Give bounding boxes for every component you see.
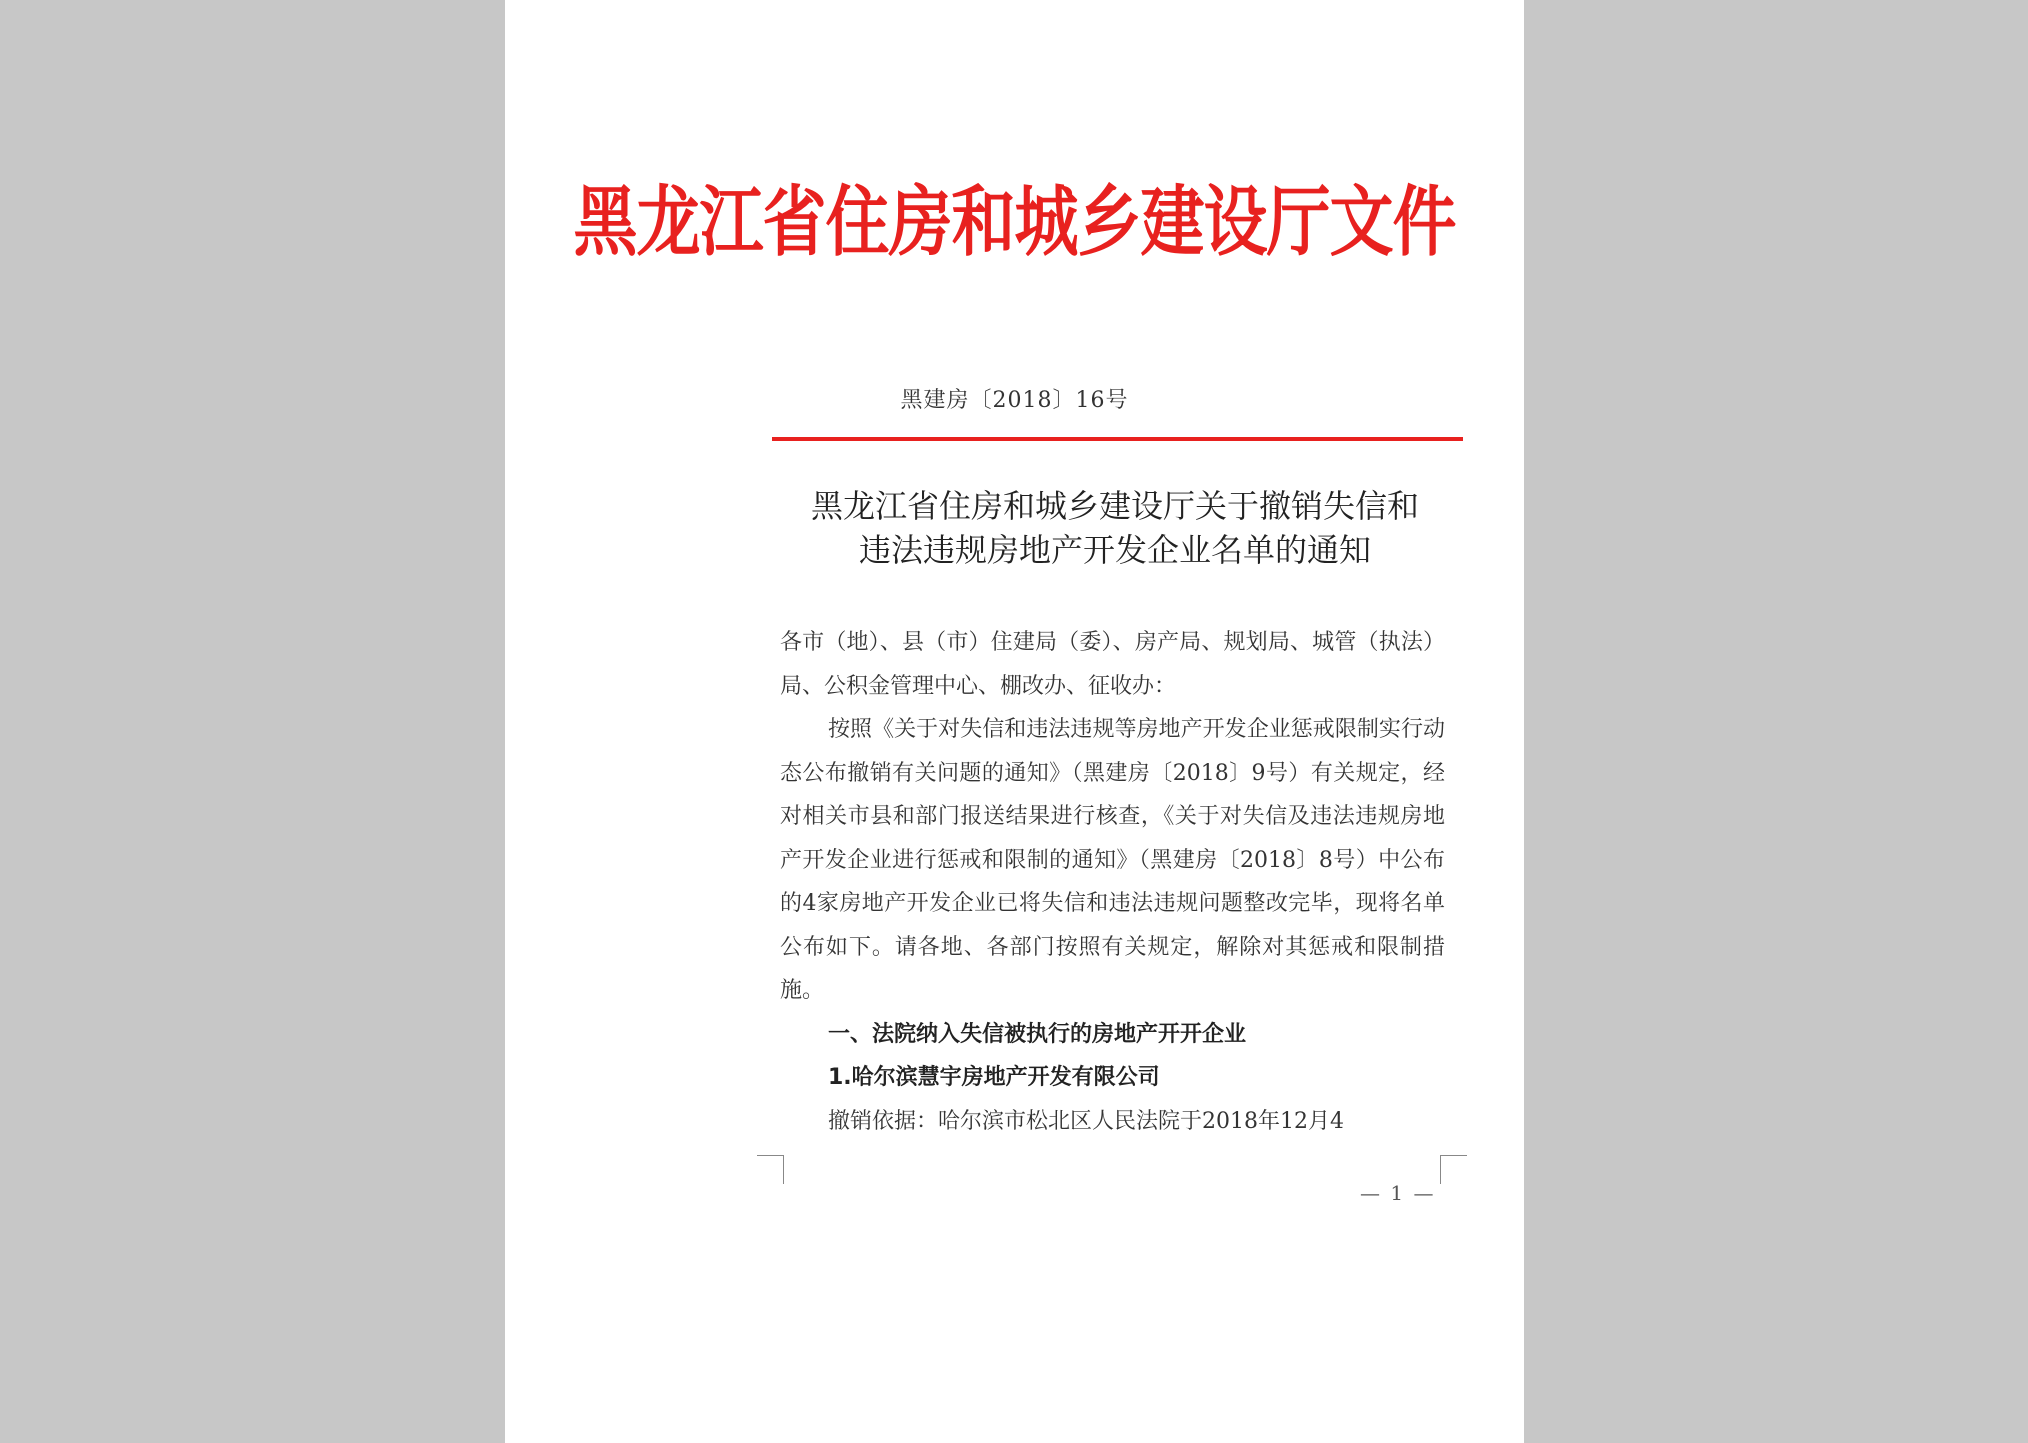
- red-divider: [772, 437, 1463, 441]
- document-title: [735, 484, 1495, 572]
- document-header: 黑龙江省住房和城乡建设厅文件: [573, 179, 1456, 268]
- document-page: [505, 0, 1524, 1443]
- title-line-2: 违法违规房地产开发企业名单的通知: [858, 531, 1371, 569]
- section-heading: 一、法院纳入失信被执行的房地产开开企业: [828, 1021, 1247, 1047]
- left-crop-mark: [757, 1155, 784, 1184]
- document-number: 黑建房〔2018〕16号: [900, 388, 1129, 413]
- right-crop-mark: [1440, 1155, 1467, 1184]
- item-heading: 1.哈尔滨慧宇房地产开发有限公司: [828, 1065, 1160, 1090]
- item-text: 撤销依据：哈尔滨市松北区人民法院于2018年12月4: [828, 1108, 1344, 1134]
- document-body: [780, 621, 1445, 1143]
- title-line-1: 黑龙江省住房和城乡建设厅关于撤销失信和: [810, 487, 1419, 525]
- recipients-paragraph: 各市（地）、县（市）住建局（委）、房产局、规划局、城管（执法）局、公积金管理中心、棚改办、征收办：: [780, 630, 1445, 699]
- page-number: — 1 —: [1360, 1181, 1436, 1205]
- main-paragraph: 按照《关于对失信和违法违规等房地产开发企业惩戒限制实行动态公布撤销有关问题的通知》（黑建房〔2018〕9号）有关规定，经对相关市县和部门报送结果进行核查，《关于对失信及违法违规房地产开发企业进行惩戒和限制的通知》（黑建房〔2018〕8号）中公布的4家房地产开发企业已将失信和违法违规问题整改完毕，现将名单公布如下。请各地、各部门按照有关规定，解除对其惩戒和限制措施。: [780, 717, 1445, 1003]
